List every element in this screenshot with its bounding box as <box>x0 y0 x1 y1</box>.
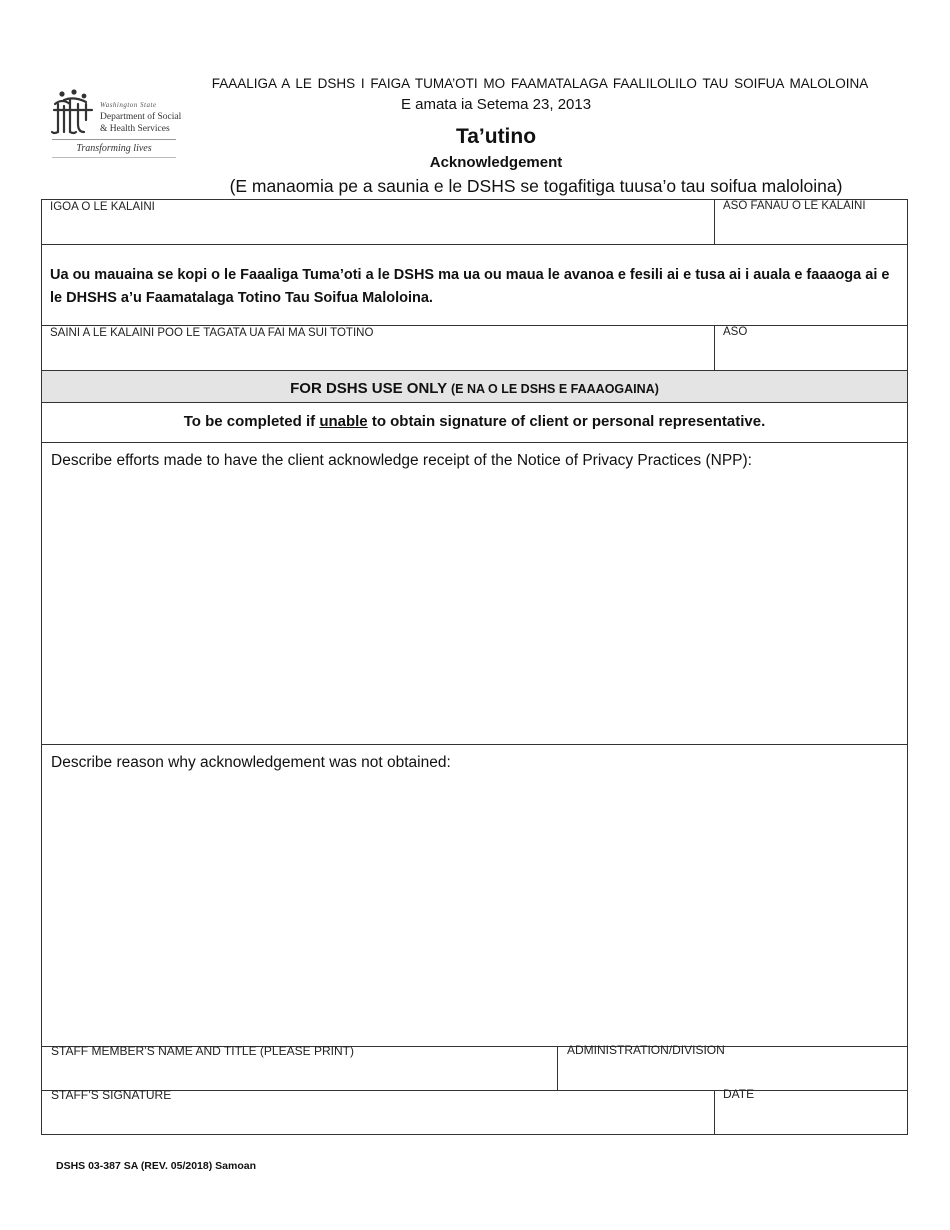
staff-date-field[interactable] <box>715 1087 908 1135</box>
page-title: Ta’utino <box>455 125 537 148</box>
instruction-text: (E manaomia pe a saunia e le DSHS se togafitiga tuusa’o tau soifua maloloina) <box>229 176 843 196</box>
page-subtitle: Acknowledgement <box>429 154 563 171</box>
staff-name-label: STAFF MEMBER’S NAME AND TITLE (PLEASE PRINT) <box>51 1044 354 1058</box>
signature-date-label: ASO <box>723 326 748 338</box>
staff-date-label: DATE <box>723 1087 755 1101</box>
reason-question: Describe reason why acknowledgement was not obtained: <box>51 754 451 771</box>
signature-date-field[interactable] <box>715 325 908 371</box>
client-dob-label: ASO FANAU O LE KALAINI <box>723 200 866 212</box>
logo-dept-line2: & Health Services <box>100 124 170 134</box>
logo-divider <box>52 139 176 140</box>
form-number: DSHS 03-387 SA (REV. 05/2018) Samoan <box>56 1160 256 1172</box>
admin-division-label: ADMINISTRATION/DIVISION <box>567 1043 725 1057</box>
dshs-use-small: (E NA O LE DSHS E FAAAOGAINA) <box>450 382 659 396</box>
complete-post: to obtain signature of client or personal representative. <box>367 413 766 430</box>
completion-instruction <box>41 402 908 443</box>
client-dob-field[interactable] <box>715 199 908 245</box>
staff-signature-label: STAFF’S SIGNATURE <box>51 1088 172 1102</box>
dshs-use-only-band <box>41 370 908 403</box>
logo-state-text: Washington State <box>100 101 157 109</box>
reason-textarea[interactable] <box>41 744 908 1047</box>
client-name-label: IGOA O LE KALAINI <box>50 201 155 213</box>
dshs-use-main: FOR DSHS USE ONLY <box>290 380 447 397</box>
complete-underline: unable <box>319 413 368 430</box>
effective-date: E amata ia Setema 23, 2013 <box>400 96 592 113</box>
efforts-textarea[interactable] <box>41 442 908 745</box>
logo-tagline: Transforming lives <box>76 143 152 154</box>
efforts-question: Describe efforts made to have the client acknowledge receipt of the Notice of Privacy Practices (NPP): <box>51 452 752 469</box>
notice-title: FAAALIGA A LE DSHS I FAIGA TUMA’OTI MO FAAMATALAGA FAALILOLILO TAU SOIFUA MALOLOINA <box>211 76 869 91</box>
client-signature-label: SAINI A LE KALAINI POO LE TAGATA UA FAI MA SUI TOTINO <box>50 327 374 339</box>
acknowledgement-text: Ua ou mauaina se kopi o le Faaaliga Tuma’oti a le DSHS ma ua ou maua le avanoa e fesili ai e tusa ai i auala e faaaoga ai e le DHSHS a’u Faamatalaga Totino Tau Soifua Maloloina. <box>50 267 890 306</box>
logo-dept-line1: Department of Social <box>100 112 182 122</box>
acknowledgement-statement <box>41 244 908 326</box>
logo-divider-bottom <box>52 157 176 158</box>
complete-pre: To be completed if <box>183 413 320 430</box>
admin-division-field[interactable] <box>558 1043 908 1091</box>
